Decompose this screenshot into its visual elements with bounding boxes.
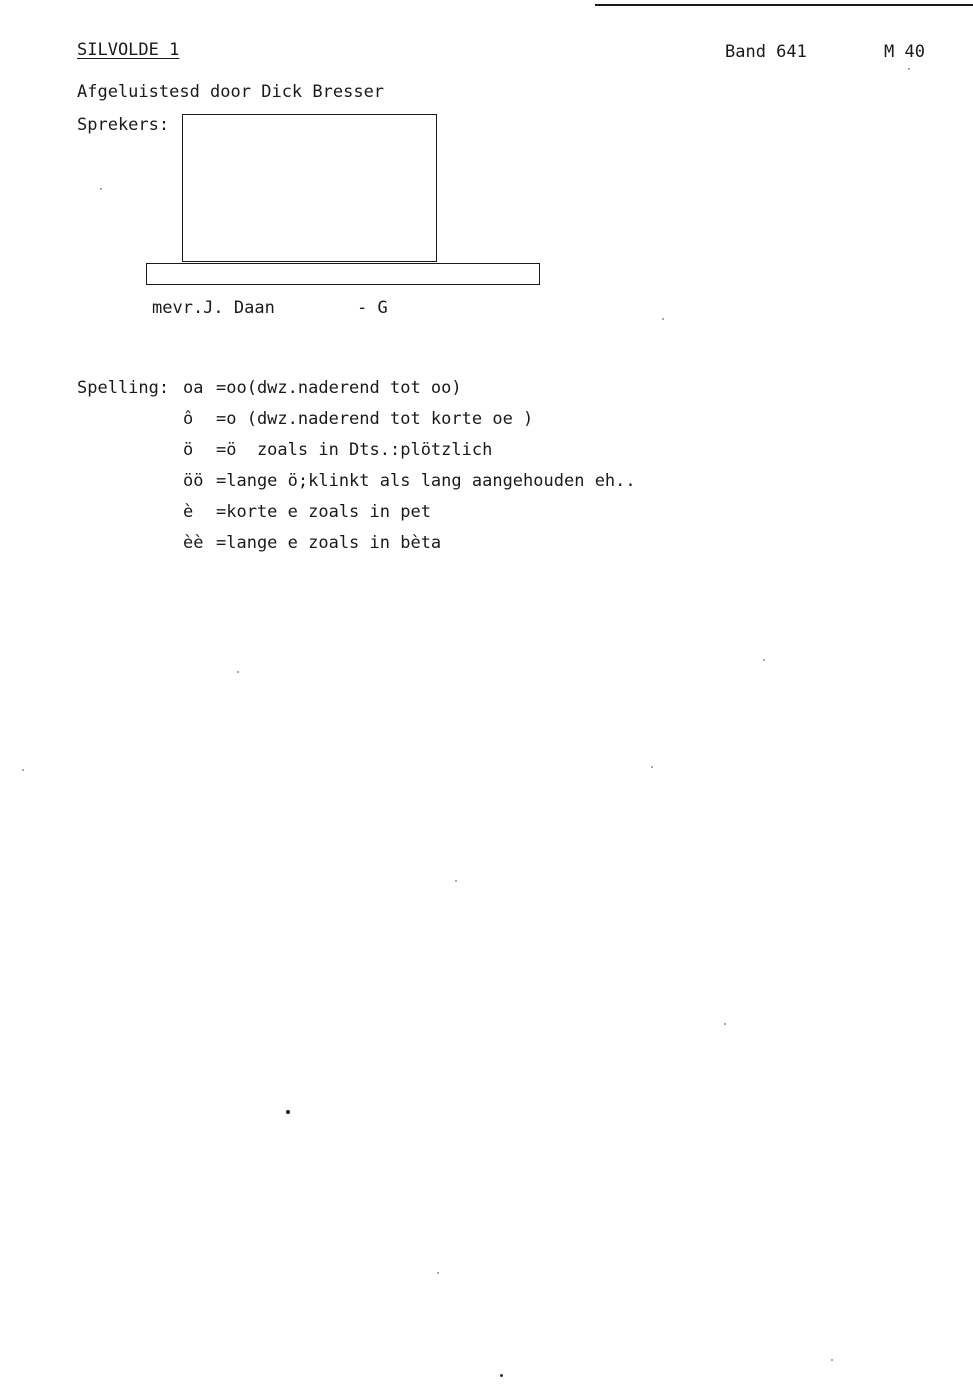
spelling-text: =ö zoals in Dts.:plötzlich: [216, 440, 493, 460]
document-title: SILVOLDE 1: [77, 40, 180, 60]
scan-speck: [455, 880, 457, 882]
scan-speck: [763, 659, 765, 661]
scan-speck: [500, 1374, 503, 1377]
spelling-symbol: öö: [183, 471, 204, 491]
top-rule: [595, 4, 973, 6]
scan-speck: [651, 766, 653, 768]
spelling-row: [183, 502, 431, 522]
speaker-name: mevr.J. Daan: [152, 298, 275, 318]
spelling-row: [183, 471, 636, 491]
spelling-text: =oo(dwz.naderend tot oo): [216, 378, 462, 398]
speaker-entry: [152, 298, 388, 318]
spelling-row: [183, 409, 533, 429]
spelling-row: [183, 378, 462, 398]
spelling-symbol: ô: [183, 409, 194, 429]
spelling-row: [183, 533, 441, 553]
spelling-text: =o (dwz.naderend tot korte oe ): [216, 409, 534, 429]
scan-speck: [237, 671, 239, 673]
spelling-text: =lange ö;klinkt als lang aangehouden eh..: [216, 471, 636, 491]
spelling-symbol: oa: [183, 378, 204, 398]
speakers-label: Sprekers:: [77, 115, 170, 135]
spelling-symbol: è: [183, 502, 194, 522]
scan-speck: [100, 188, 102, 190]
scan-speck: [908, 68, 910, 70]
scan-speck: [724, 1023, 726, 1025]
scan-speck: [437, 1272, 439, 1274]
spelling-text: =lange e zoals in bèta: [216, 533, 442, 553]
listened-by: Afgeluistesd door Dick Bresser: [77, 82, 385, 102]
spelling-symbol: èè: [183, 533, 204, 553]
spelling-row: [183, 440, 492, 460]
scan-speck: [831, 1359, 833, 1361]
speaker-code: - G: [357, 298, 388, 318]
document-code: M 40: [884, 42, 925, 62]
spelling-label: Spelling:: [77, 378, 170, 398]
spelling-text: =korte e zoals in pet: [216, 502, 431, 522]
speaker-bar: [146, 263, 540, 285]
band-number: Band 641: [725, 42, 807, 62]
scan-speck: [22, 769, 24, 771]
scan-speck: [662, 318, 664, 320]
spelling-symbol: ö: [183, 440, 194, 460]
speaker-box: [182, 114, 437, 262]
scan-speck: [286, 1110, 290, 1114]
